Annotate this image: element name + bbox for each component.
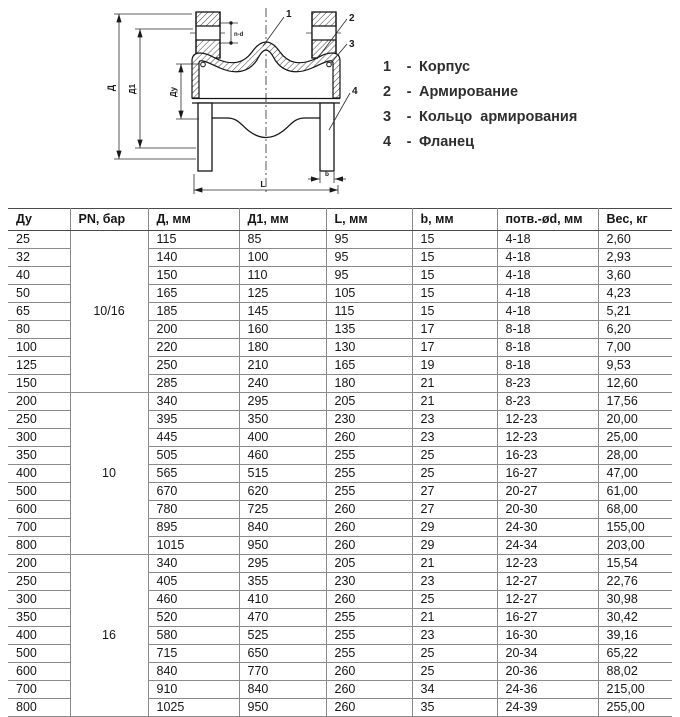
cell-d1: 725 [239, 501, 326, 519]
cell-d: 340 [148, 393, 239, 411]
cell-weight: 30,42 [598, 609, 672, 627]
legend-dash: - [406, 59, 412, 75]
dim-l-label: L [260, 179, 266, 189]
cell-d1: 460 [239, 447, 326, 465]
cell-b: 21 [412, 393, 497, 411]
cell-holes: 8-23 [497, 375, 598, 393]
cell-b: 15 [412, 249, 497, 267]
cell-l: 255 [326, 609, 412, 627]
col-header-pn: PN, бар [70, 209, 148, 231]
cell-d1: 840 [239, 519, 326, 537]
cell-weight: 65,22 [598, 645, 672, 663]
callout-4-label: 4 [352, 86, 358, 97]
legend-num: 1 [383, 59, 392, 75]
cell-d: 715 [148, 645, 239, 663]
pn-group-cell: 16 [70, 555, 148, 717]
cell-holes: 8-18 [497, 339, 598, 357]
cell-d: 200 [148, 321, 239, 339]
cell-weight: 6,20 [598, 321, 672, 339]
col-header-weight: Вес, кг [598, 209, 672, 231]
cell-holes: 4-18 [497, 231, 598, 249]
cell-d: 1025 [148, 699, 239, 717]
cell-d1: 950 [239, 699, 326, 717]
legend-dash: - [406, 134, 412, 150]
cell-weight: 20,00 [598, 411, 672, 429]
col-header-l: L, мм [326, 209, 412, 231]
legend-label: Фланец [419, 134, 475, 150]
cell-d: 340 [148, 555, 239, 573]
cell-l: 255 [326, 627, 412, 645]
cell-holes: 8-18 [497, 357, 598, 375]
cell-l: 230 [326, 411, 412, 429]
dim-d1-label: Д1 [128, 83, 137, 95]
dim-b-label: b [325, 171, 329, 178]
cell-d1: 295 [239, 393, 326, 411]
cell-b: 21 [412, 375, 497, 393]
legend-dash: - [406, 109, 412, 125]
cell-holes: 4-18 [497, 285, 598, 303]
cell-holes: 12-23 [497, 411, 598, 429]
cell-l: 135 [326, 321, 412, 339]
cell-d: 580 [148, 627, 239, 645]
callout-3-label: 3 [349, 39, 355, 50]
cell-b: 34 [412, 681, 497, 699]
cell-dy: 50 [8, 285, 70, 303]
legend-label: Кольцо армирования [419, 109, 578, 125]
legend-num: 4 [383, 134, 392, 150]
cell-b: 25 [412, 447, 497, 465]
cell-holes: 16-30 [497, 627, 598, 645]
table-header-row [8, 209, 672, 231]
cell-b: 23 [412, 411, 497, 429]
legend-num: 3 [383, 109, 392, 125]
cell-b: 29 [412, 519, 497, 537]
cell-l: 260 [326, 699, 412, 717]
cell-l: 260 [326, 501, 412, 519]
cell-d: 895 [148, 519, 239, 537]
technical-drawing-section [0, 0, 680, 202]
cell-weight: 7,00 [598, 339, 672, 357]
cell-l: 260 [326, 537, 412, 555]
cell-dy: 32 [8, 249, 70, 267]
cell-b: 15 [412, 285, 497, 303]
legend-num: 2 [383, 84, 392, 100]
cell-b: 35 [412, 699, 497, 717]
cell-d: 445 [148, 429, 239, 447]
cell-holes: 12-23 [497, 555, 598, 573]
cell-l: 165 [326, 357, 412, 375]
cell-d: 520 [148, 609, 239, 627]
cell-l: 260 [326, 429, 412, 447]
cell-dy: 350 [8, 447, 70, 465]
cell-l: 255 [326, 447, 412, 465]
cell-d1: 145 [239, 303, 326, 321]
col-header-dy: Ду [8, 209, 70, 231]
cell-d1: 840 [239, 681, 326, 699]
cell-holes: 20-30 [497, 501, 598, 519]
cell-weight: 47,00 [598, 465, 672, 483]
cell-weight: 215,00 [598, 681, 672, 699]
cell-b: 27 [412, 483, 497, 501]
cell-d: 285 [148, 375, 239, 393]
cell-holes: 8-23 [497, 393, 598, 411]
cell-weight: 17,56 [598, 393, 672, 411]
cell-weight: 15,54 [598, 555, 672, 573]
dim-dy-label: Ду [169, 86, 178, 98]
cell-d1: 410 [239, 591, 326, 609]
cell-b: 15 [412, 303, 497, 321]
cell-b: 23 [412, 573, 497, 591]
dimensions-table [8, 208, 672, 717]
cell-d1: 350 [239, 411, 326, 429]
cell-holes: 24-30 [497, 519, 598, 537]
cell-dy: 200 [8, 555, 70, 573]
col-header-b: b, мм [412, 209, 497, 231]
legend-item-1 [383, 55, 577, 80]
legend-item-4 [383, 130, 577, 155]
cell-b: 23 [412, 627, 497, 645]
cell-dy: 500 [8, 645, 70, 663]
cell-d: 220 [148, 339, 239, 357]
cell-weight: 88,02 [598, 663, 672, 681]
cell-dy: 40 [8, 267, 70, 285]
cell-dy: 400 [8, 465, 70, 483]
cell-d: 565 [148, 465, 239, 483]
cell-holes: 20-34 [497, 645, 598, 663]
table-row [8, 231, 672, 249]
cell-d1: 125 [239, 285, 326, 303]
cell-d1: 110 [239, 267, 326, 285]
cell-holes: 4-18 [497, 267, 598, 285]
cell-holes: 4-18 [497, 303, 598, 321]
cell-b: 25 [412, 591, 497, 609]
cell-d: 840 [148, 663, 239, 681]
cell-d1: 160 [239, 321, 326, 339]
cell-l: 115 [326, 303, 412, 321]
cell-d: 165 [148, 285, 239, 303]
cell-l: 95 [326, 249, 412, 267]
cell-dy: 400 [8, 627, 70, 645]
cell-weight: 25,00 [598, 429, 672, 447]
dimensions-table-wrap [8, 208, 672, 717]
col-header-d: Д, мм [148, 209, 239, 231]
cell-dy: 800 [8, 699, 70, 717]
cell-b: 17 [412, 339, 497, 357]
dim-b [308, 171, 346, 183]
cell-b: 21 [412, 555, 497, 573]
cell-d1: 210 [239, 357, 326, 375]
cell-dy: 700 [8, 681, 70, 699]
cell-b: 15 [412, 267, 497, 285]
callout-1 [263, 9, 292, 46]
cell-d: 185 [148, 303, 239, 321]
cell-dy: 800 [8, 537, 70, 555]
callout-1-label: 1 [286, 9, 292, 20]
cell-d1: 620 [239, 483, 326, 501]
cell-d: 140 [148, 249, 239, 267]
cell-holes: 12-27 [497, 573, 598, 591]
cell-d: 250 [148, 357, 239, 375]
cell-b: 25 [412, 645, 497, 663]
lower-flange-right [320, 103, 334, 171]
cell-l: 255 [326, 465, 412, 483]
cell-holes: 20-36 [497, 663, 598, 681]
cell-l: 260 [326, 591, 412, 609]
cell-d: 150 [148, 267, 239, 285]
cell-d: 115 [148, 231, 239, 249]
cell-l: 260 [326, 681, 412, 699]
cell-weight: 155,00 [598, 519, 672, 537]
dim-nd-label: n-d [234, 32, 244, 38]
cell-d1: 180 [239, 339, 326, 357]
cell-holes: 16-27 [497, 609, 598, 627]
cell-weight: 12,60 [598, 375, 672, 393]
cell-d1: 515 [239, 465, 326, 483]
cell-b: 15 [412, 231, 497, 249]
cell-holes: 16-27 [497, 465, 598, 483]
cell-d1: 525 [239, 627, 326, 645]
cell-l: 205 [326, 555, 412, 573]
cell-b: 25 [412, 663, 497, 681]
cell-d1: 240 [239, 375, 326, 393]
cell-d1: 950 [239, 537, 326, 555]
cell-d: 780 [148, 501, 239, 519]
dim-d [106, 14, 196, 159]
cell-l: 180 [326, 375, 412, 393]
cell-weight: 2,93 [598, 249, 672, 267]
cell-holes: 8-18 [497, 321, 598, 339]
cell-dy: 250 [8, 411, 70, 429]
cell-holes: 12-23 [497, 429, 598, 447]
cell-holes: 4-18 [497, 249, 598, 267]
cell-d1: 400 [239, 429, 326, 447]
legend-item-2 [383, 80, 577, 105]
cell-weight: 9,53 [598, 357, 672, 375]
reinforcement-ring-right [327, 62, 332, 67]
cell-b: 25 [412, 465, 497, 483]
cell-b: 23 [412, 429, 497, 447]
pn-group-cell: 10 [70, 393, 148, 555]
cell-d1: 100 [239, 249, 326, 267]
cell-weight: 255,00 [598, 699, 672, 717]
cell-dy: 65 [8, 303, 70, 321]
cell-l: 230 [326, 573, 412, 591]
cell-dy: 600 [8, 501, 70, 519]
cell-dy: 350 [8, 609, 70, 627]
cell-d: 395 [148, 411, 239, 429]
cell-b: 21 [412, 609, 497, 627]
col-header-d1: Д1, мм [239, 209, 326, 231]
cell-weight: 2,60 [598, 231, 672, 249]
cell-dy: 200 [8, 393, 70, 411]
col-header-holes: потв.-ød, мм [497, 209, 598, 231]
reinforcement-ring-left [201, 62, 206, 67]
cell-d1: 650 [239, 645, 326, 663]
cell-holes: 16-23 [497, 447, 598, 465]
cell-weight: 28,00 [598, 447, 672, 465]
cell-d: 460 [148, 591, 239, 609]
pn-group-cell: 10/16 [70, 231, 148, 393]
cell-dy: 600 [8, 663, 70, 681]
cell-holes: 20-27 [497, 483, 598, 501]
cell-b: 17 [412, 321, 497, 339]
cell-dy: 80 [8, 321, 70, 339]
cell-holes: 24-36 [497, 681, 598, 699]
cell-dy: 150 [8, 375, 70, 393]
cell-holes: 12-27 [497, 591, 598, 609]
cell-dy: 250 [8, 573, 70, 591]
cell-l: 260 [326, 519, 412, 537]
cell-dy: 300 [8, 591, 70, 609]
cell-dy: 125 [8, 357, 70, 375]
legend-label: Армирование [419, 84, 519, 100]
table-row [8, 555, 672, 573]
cell-d: 910 [148, 681, 239, 699]
expansion-joint-drawing [93, 2, 378, 202]
cell-d1: 85 [239, 231, 326, 249]
cell-d: 1015 [148, 537, 239, 555]
cell-d: 670 [148, 483, 239, 501]
cell-dy: 25 [8, 231, 70, 249]
cell-l: 260 [326, 663, 412, 681]
callout-2-label: 2 [349, 13, 355, 24]
cell-l: 255 [326, 645, 412, 663]
cell-holes: 24-39 [497, 699, 598, 717]
cell-holes: 24-34 [497, 537, 598, 555]
legend-label: Корпус [419, 59, 471, 75]
cell-d1: 355 [239, 573, 326, 591]
cell-dy: 300 [8, 429, 70, 447]
cell-l: 255 [326, 483, 412, 501]
cell-d1: 470 [239, 609, 326, 627]
cell-b: 19 [412, 357, 497, 375]
cell-weight: 5,21 [598, 303, 672, 321]
cell-weight: 30,98 [598, 591, 672, 609]
cell-weight: 39,16 [598, 627, 672, 645]
dim-d-label: Д [106, 84, 116, 92]
cell-dy: 500 [8, 483, 70, 501]
upper-flange-right [311, 12, 336, 58]
cell-b: 27 [412, 501, 497, 519]
cell-weight: 61,00 [598, 483, 672, 501]
legend-dash: - [406, 84, 412, 100]
legend-item-3 [383, 105, 577, 130]
cell-weight: 4,23 [598, 285, 672, 303]
cell-l: 205 [326, 393, 412, 411]
cell-l: 95 [326, 231, 412, 249]
cell-dy: 100 [8, 339, 70, 357]
cell-d1: 770 [239, 663, 326, 681]
table-row [8, 393, 672, 411]
cell-weight: 22,76 [598, 573, 672, 591]
dim-d1 [128, 29, 196, 148]
cell-l: 130 [326, 339, 412, 357]
cell-weight: 3,60 [598, 267, 672, 285]
cell-d: 505 [148, 447, 239, 465]
cell-weight: 68,00 [598, 501, 672, 519]
cell-b: 29 [412, 537, 497, 555]
cell-dy: 700 [8, 519, 70, 537]
cell-weight: 203,00 [598, 537, 672, 555]
cell-l: 95 [326, 267, 412, 285]
cell-l: 105 [326, 285, 412, 303]
parts-legend [383, 55, 577, 155]
cell-d1: 295 [239, 555, 326, 573]
lower-flange-left [198, 103, 212, 171]
cell-d: 405 [148, 573, 239, 591]
upper-flange-left [195, 12, 220, 58]
